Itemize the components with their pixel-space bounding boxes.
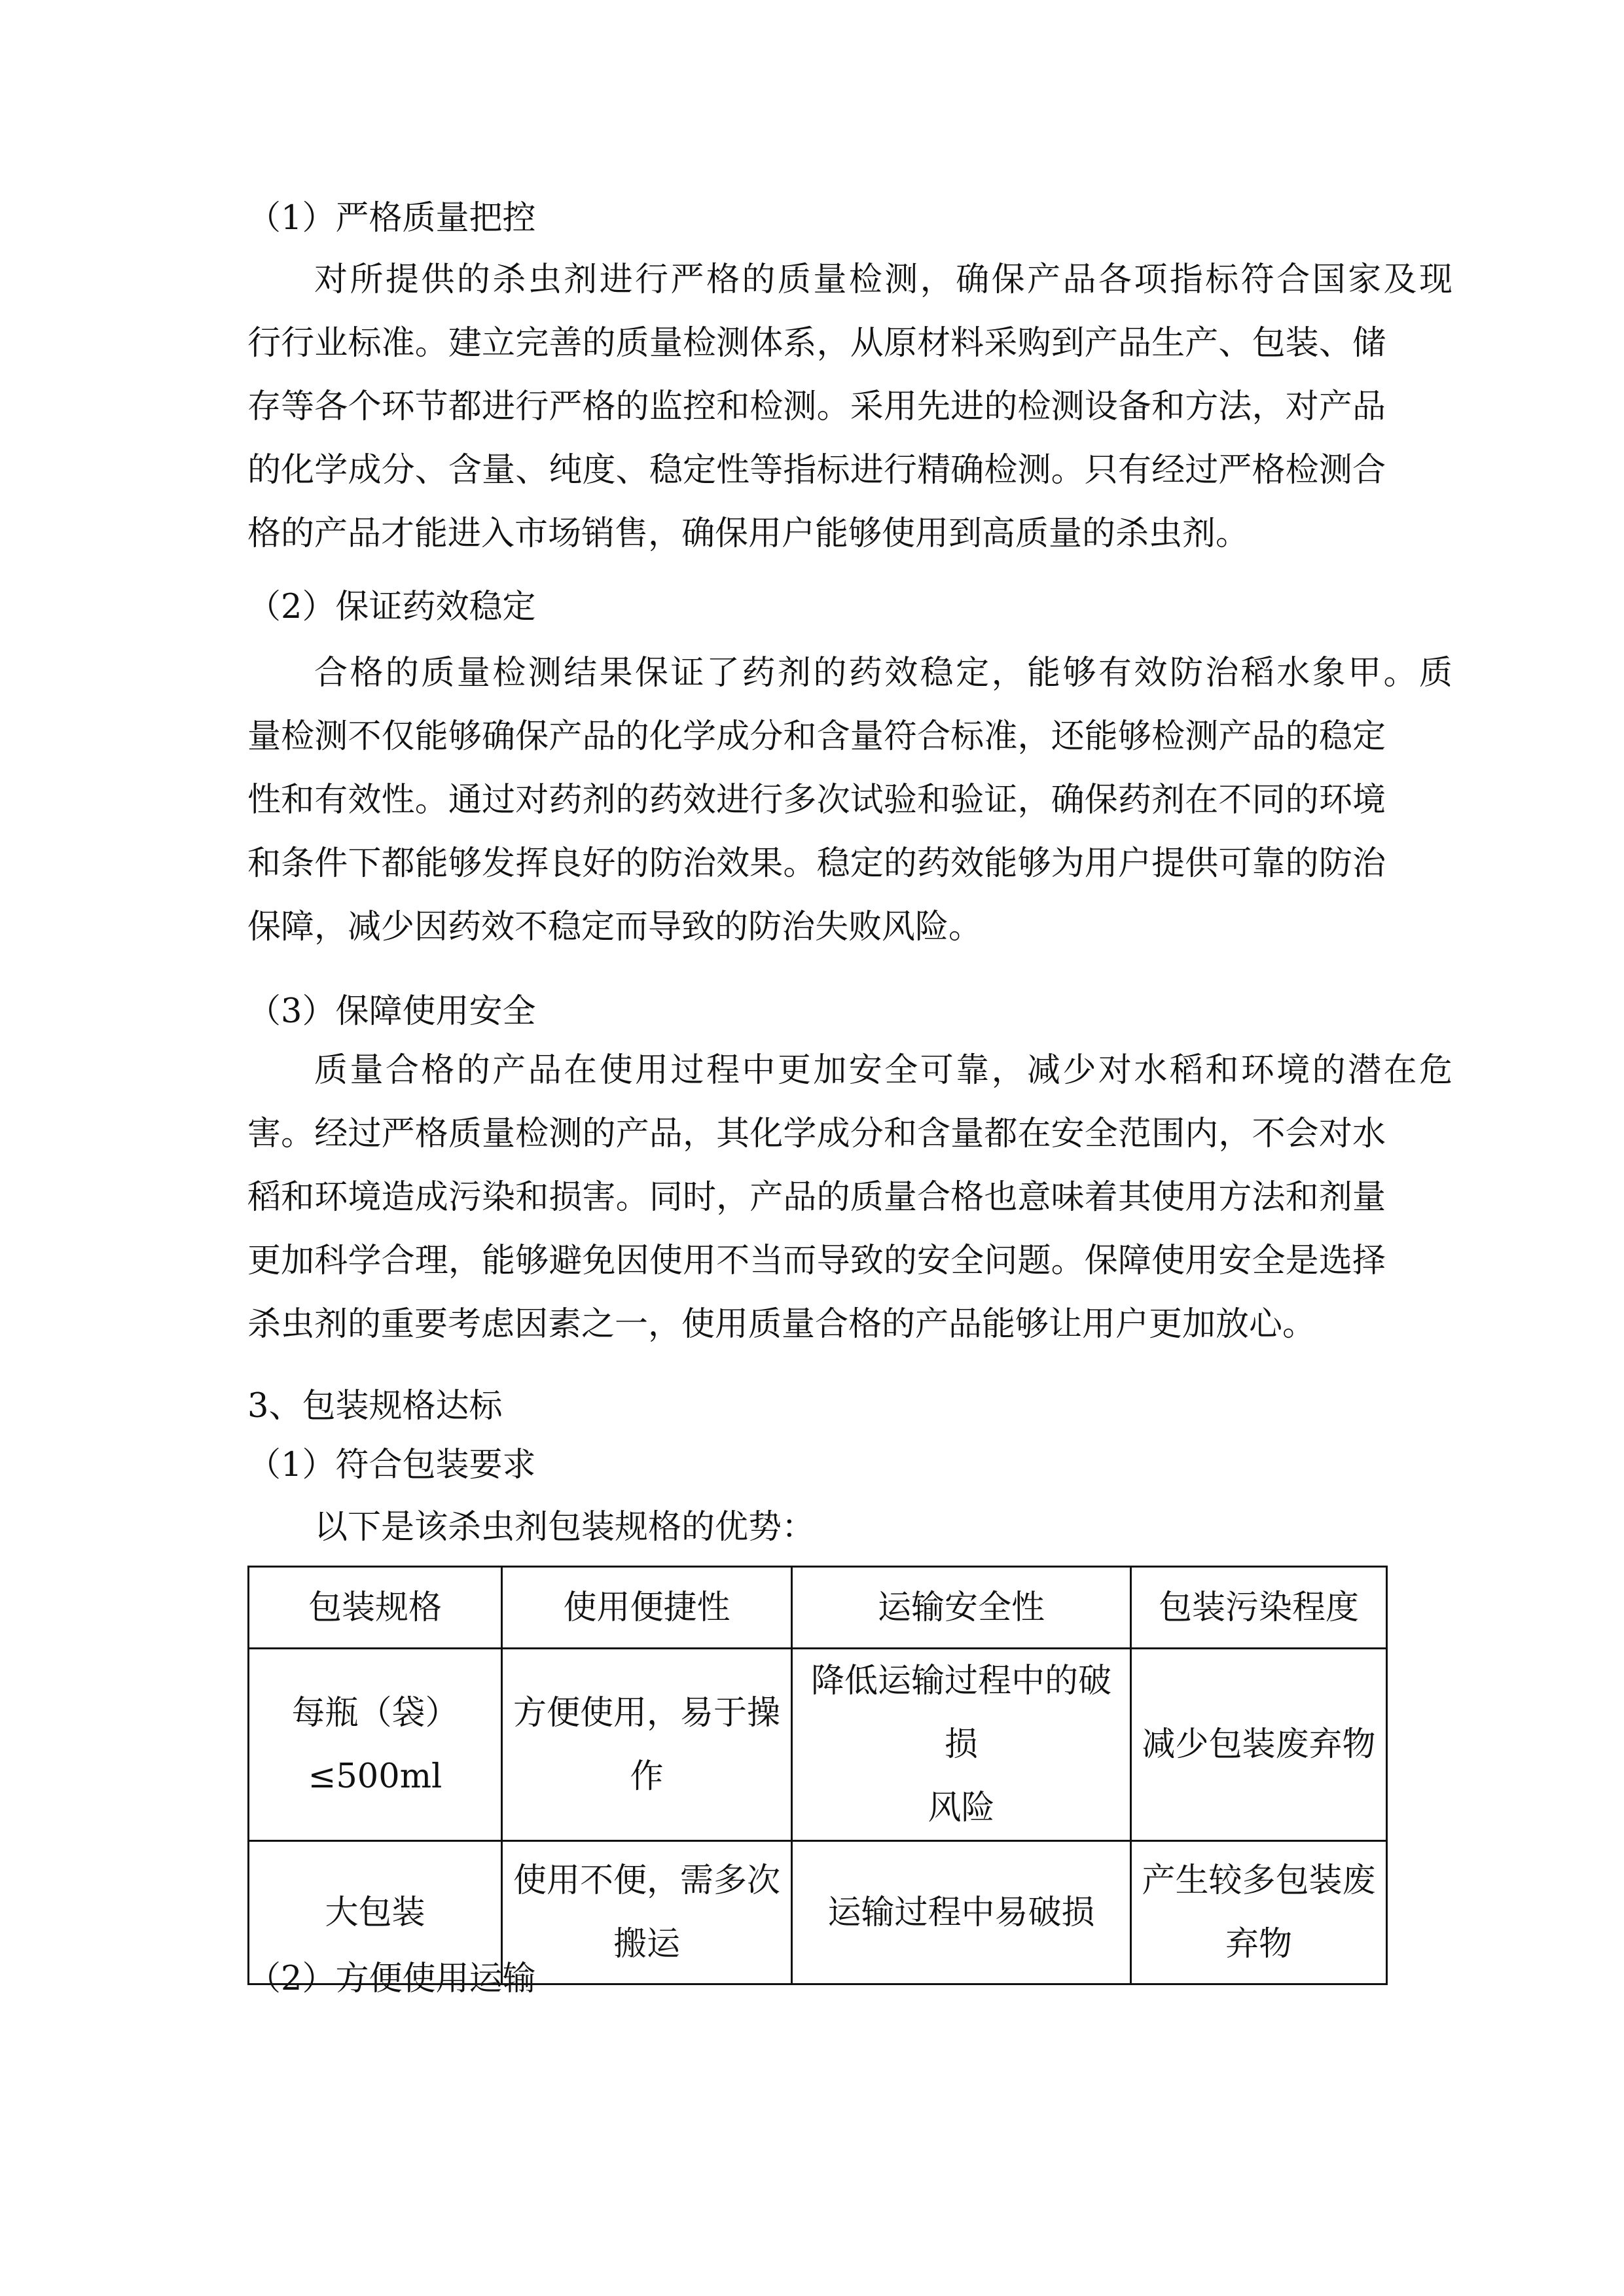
- cell-line: 弃物: [1225, 1925, 1292, 1964]
- paragraph-line: 行行业标准。建立完善的质量检测体系，从原材料采购到产品生产、包装、储: [247, 324, 1386, 363]
- paragraph-line: 性和有效性。通过对药剂的药效进行多次试验和验证，确保药剂在不同的环境: [247, 781, 1386, 819]
- paragraph-line: 量检测不仅能够确保产品的化学成分和含量符合标准，还能够检测产品的稳定: [247, 717, 1386, 756]
- cell-line: 运输过程中易破损: [827, 1893, 1095, 1932]
- cell-line: 使用不便，需多次: [513, 1861, 780, 1900]
- cell-line: 减少包装废弃物: [1142, 1725, 1376, 1764]
- table-cell: [502, 1649, 792, 1841]
- paragraph-line: 害。经过严格质量检测的产品，其化学成分和含量都在安全范围内，不会对水: [247, 1115, 1386, 1153]
- cell-line: 产生较多包装废: [1142, 1861, 1376, 1900]
- cell-line: 方便使用，易于操: [513, 1693, 780, 1732]
- section-heading: （2）保证药效稳定: [247, 588, 536, 626]
- paragraph-line: 更加科学合理，能够避免因使用不当而导致的安全问题。保障使用安全是选择: [247, 1242, 1386, 1280]
- column-header: 使用便捷性: [502, 1567, 792, 1649]
- cell-line: ≤500ml: [308, 1757, 442, 1796]
- paragraph-line: 质量合格的产品在使用过程中更加安全可靠，减少对水稻和环境的潜在危: [314, 1051, 1453, 1090]
- section-heading: （1）严格质量把控: [247, 199, 536, 238]
- table-cell: [792, 1649, 1131, 1841]
- table-cell: [249, 1649, 502, 1841]
- table-cell: [249, 1841, 502, 1984]
- table-cell: [1131, 1841, 1387, 1984]
- packaging-table: [247, 1566, 1388, 1985]
- cell-line: 风险: [928, 1789, 995, 1827]
- paragraph-line: 稻和环境造成污染和损害。同时，产品的质量合格也意味着其使用方法和剂量: [247, 1178, 1386, 1217]
- paragraph-line: 存等各个环节都进行严格的监控和检测。采用先进的检测设备和方法，对产品: [247, 387, 1386, 426]
- paragraph-line: 杀虫剂的重要考虑因素之一，使用质量合格的产品能够让用户更加放心。: [247, 1305, 1316, 1344]
- cell-line: 作: [630, 1757, 664, 1796]
- subsection-heading: （2）方便使用运输: [247, 1960, 536, 1998]
- paragraph-line: 和条件下都能够发挥良好的防治效果。稳定的药效能够为用户提供可靠的防治: [247, 844, 1386, 883]
- table-cell: [502, 1841, 792, 1984]
- section-heading: （3）保障使用安全: [247, 992, 536, 1031]
- cell-line: 搬运: [613, 1925, 680, 1964]
- column-header: 包装规格: [249, 1567, 502, 1649]
- paragraph-line: 保障，减少因药效不稳定而导致的防治失败风险。: [247, 908, 983, 946]
- column-header: 运输安全性: [792, 1567, 1131, 1649]
- table-header-row: [249, 1567, 1387, 1649]
- table-cell: [792, 1841, 1131, 1984]
- subsection-heading: （1）符合包装要求: [247, 1446, 536, 1484]
- table-cell: [1131, 1649, 1387, 1841]
- section-title: 3、包装规格达标: [247, 1387, 503, 1426]
- table-row: [249, 1649, 1387, 1841]
- paragraph-line: 合格的质量检测结果保证了药剂的药效稳定，能够有效防治稻水象甲。质: [314, 654, 1453, 692]
- paragraph-line: 对所提供的杀虫剂进行严格的质量检测，确保产品各项指标符合国家及现: [314, 260, 1453, 299]
- cell-line: 大包装: [325, 1893, 425, 1932]
- cell-line: 降低运输过程中的破损: [810, 1662, 1111, 1764]
- column-header: 包装污染程度: [1131, 1567, 1387, 1649]
- paragraph-line: 的化学成分、含量、纯度、稳定性等指标进行精确检测。只有经过严格检测合: [247, 451, 1386, 490]
- table-intro: 以下是该杀虫剂包装规格的优势：: [314, 1508, 816, 1547]
- paragraph-line: 格的产品才能进入市场销售，确保用户能够使用到高质量的杀虫剂。: [247, 514, 1250, 553]
- cell-line: 每瓶（袋）: [291, 1693, 459, 1732]
- table-row: [249, 1841, 1387, 1984]
